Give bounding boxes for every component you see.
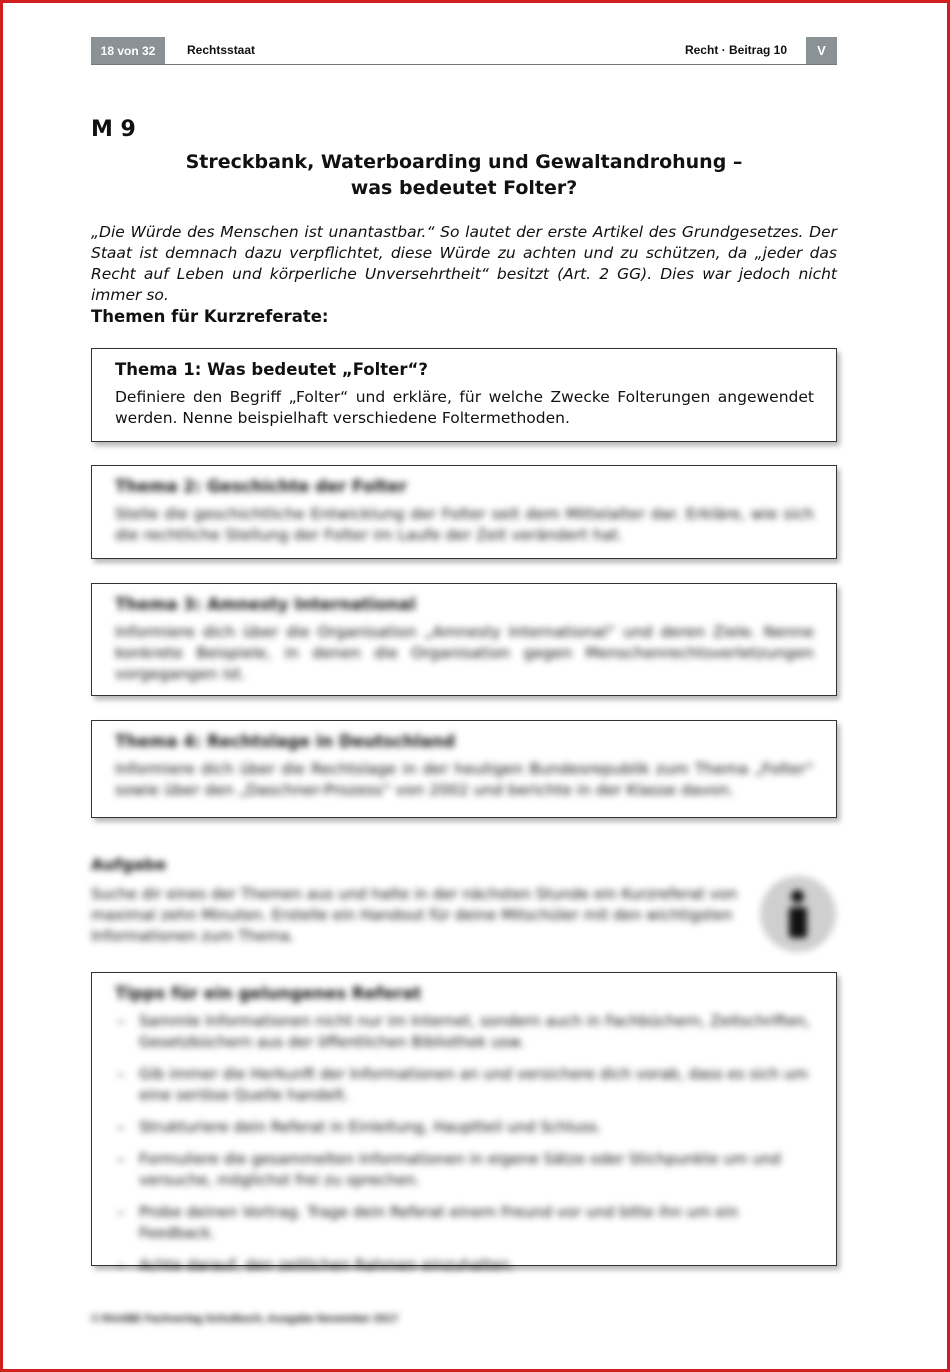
theme-text: Stelle die geschichtliche Entwicklung der Folter seit dem Mittelalter dar. Erkläre, wie sich die rechtliche Stellung der Folter im Laufe der Zeit verändert hat. bbox=[115, 505, 814, 544]
header-badge: V bbox=[806, 37, 837, 64]
person-body bbox=[789, 907, 807, 938]
theme-text: Definiere den Begriff „Folter“ und erkläre, für welche Zwecke Folterungen angewendet werden. Nenne beispielhaft verschiedene Foltermethoden. bbox=[115, 388, 814, 427]
tip-item: – Achte darauf, den zeitlichen Rahmen einzuhalten. bbox=[115, 1255, 814, 1276]
header-series: Recht · Beitrag 10 bbox=[684, 43, 787, 57]
footer-copyright: © RAABE Fachverlag Schulbuch, Ausgabe November 2017 bbox=[91, 1313, 399, 1325]
theme-card-4 bbox=[91, 720, 837, 818]
theme-text: Informiere dich über die Organisation „Amnesty International“ und deren Ziele. Nenne konkrete Beispiele, in denen die Organisation gegen Menschenrechtsverletzungen vorgegangen ist. bbox=[115, 623, 814, 683]
task-heading: Aufgabe bbox=[91, 855, 167, 874]
tip-item: – Strukturiere dein Referat in Einleitung, Hauptteil und Schluss. bbox=[115, 1117, 814, 1138]
person-icon bbox=[760, 876, 836, 952]
task-text: Suche dir eines der Themen aus und halte in der nächsten Stunde ein Kurzreferat von maximal zehn Minuten. Erstelle ein Handout für deine Mitschüler mit den wichtigsten Informationen zum Thema. bbox=[91, 885, 738, 945]
tip-item: – Formuliere die gesammelten Informationen in eigene Sätze oder Stichpunkte um und versuche, möglichst frei zu sprechen. bbox=[115, 1149, 814, 1191]
intro-text: „Die Würde des Menschen ist unantastbar.“ So lautet der erste Artikel des Grundgesetzes. Der Staat ist demnach dazu verpflichtet, diese Würde zu achten und zu schützen, da „jeder das Recht auf Leben und körperliche Unversehrtheit“ besitzt (Art. 2 GG). Dies war jedoch nicht immer so. bbox=[91, 223, 837, 304]
theme-title: Thema 3: Amnesty International bbox=[115, 595, 416, 614]
page-title bbox=[91, 149, 837, 201]
tips-list bbox=[115, 1011, 814, 1276]
theme-title: Thema 2: Geschichte der Folter bbox=[115, 477, 407, 496]
tip-item: – Probe deinen Vortrag. Trage dein Referat einem Freund vor und bitte ihn um ein Feedback. bbox=[115, 1202, 814, 1244]
theme-text: Informiere dich über die Rechtslage in der heutigen Bundesrepublik zum Thema „Folter“ sowie über den „Daschner-Prozess“ von 2002 und berichte in der Klasse davon. bbox=[115, 760, 814, 799]
themes-heading: Themen für Kurzreferate: bbox=[91, 307, 329, 326]
theme-card-1 bbox=[91, 348, 837, 442]
material-label: M 9 bbox=[91, 117, 136, 142]
theme-card-3 bbox=[91, 583, 837, 696]
tips-title: Tipps für ein gelungenes Referat bbox=[115, 984, 422, 1003]
page-number: 18 von 32 bbox=[91, 37, 165, 64]
tip-item: – Gib immer die Herkunft der Informationen an und versichere dich vorab, dass es sich um eine seriöse Quelle handelt. bbox=[115, 1064, 814, 1106]
page-header bbox=[91, 37, 837, 65]
theme-title: Thema 4: Rechtslage in Deutschland bbox=[115, 732, 456, 751]
tips-card bbox=[91, 972, 837, 1274]
title-line-1: Streckbank, Waterboarding und Gewaltandrohung – bbox=[185, 151, 743, 173]
theme-card-2 bbox=[91, 465, 837, 559]
theme-title: Thema 1: Was bedeutet „Folter“? bbox=[115, 360, 428, 379]
person-head bbox=[791, 890, 804, 903]
title-line-2: was bedeutet Folter? bbox=[350, 177, 578, 199]
tip-item: – Sammle Informationen nicht nur im Internet, sondern auch in Fachbüchern, Zeitschriften, Gesetzbüchern aus der öffentlichen Bibliothek usw. bbox=[115, 1011, 814, 1053]
header-topic: Rechtsstaat bbox=[187, 43, 256, 57]
